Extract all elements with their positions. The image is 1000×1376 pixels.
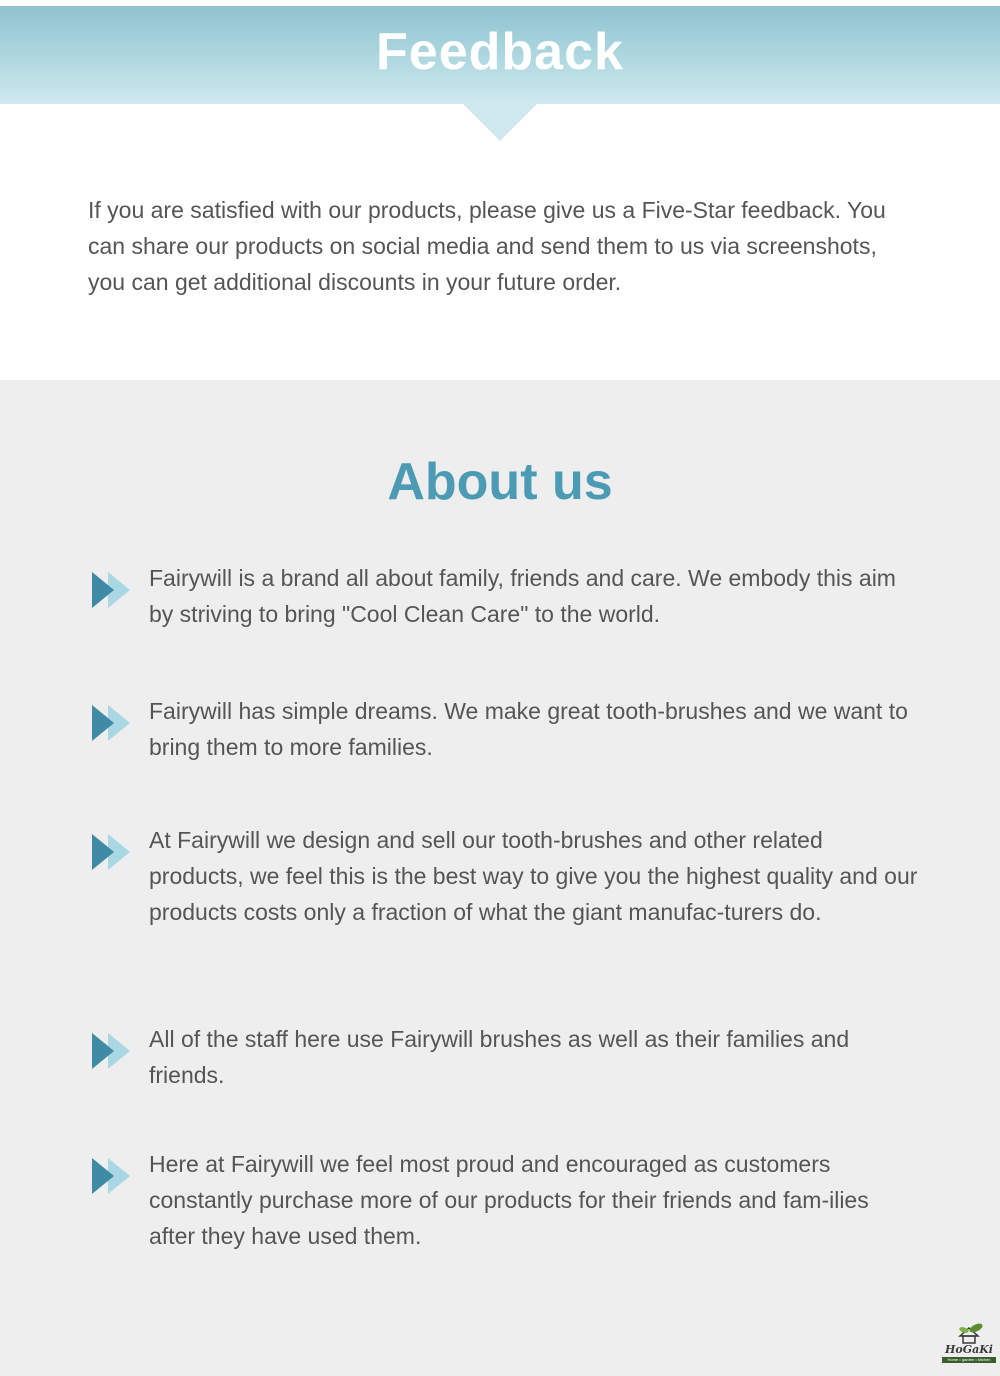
double-arrow-icon bbox=[90, 1156, 134, 1196]
house-leaf-icon bbox=[940, 1322, 998, 1344]
logo-name: HoGaKi bbox=[945, 1343, 993, 1356]
about-item-text: Fairywill has simple dreams. We make great tooth-brushes and we want to bring them to more families. bbox=[149, 698, 908, 760]
about-item-text: Here at Fairywill we feel most proud and encouraged as customers constantly purchase more of our products for their friends and fam-ilies after they have used them. bbox=[149, 1151, 869, 1249]
about-item-text: Fairywill is a brand all about family, friends and care. We embody this aim by striving to bring "Cool Clean Care" to the world. bbox=[149, 565, 896, 627]
about-title: About us bbox=[387, 453, 613, 511]
about-section bbox=[0, 380, 1000, 1376]
logo-tagline: Home • garden • kitchen bbox=[942, 1357, 996, 1363]
about-item-text: All of the staff here use Fairywill brushes as well as their families and friends. bbox=[149, 1026, 850, 1088]
double-arrow-icon bbox=[90, 832, 134, 872]
double-arrow-icon bbox=[90, 703, 134, 743]
double-arrow-icon bbox=[90, 570, 134, 610]
feedback-title: Feedback bbox=[376, 23, 624, 81]
feedback-text: If you are satisfied with our products, please give us a Five-Star feedback. You can share our products on social media and send them to us via screenshots, you can get additional discounts in your future order. bbox=[88, 197, 886, 295]
hogaki-logo bbox=[940, 1322, 998, 1366]
double-arrow-icon bbox=[90, 1031, 134, 1071]
about-item-text: At Fairywill we design and sell our tooth-brushes and other related products, we feel this is the best way to give you the highest quality and our products costs only a fraction of what the giant manufac-turers do. bbox=[149, 827, 918, 925]
feedback-banner-notch bbox=[462, 103, 538, 141]
